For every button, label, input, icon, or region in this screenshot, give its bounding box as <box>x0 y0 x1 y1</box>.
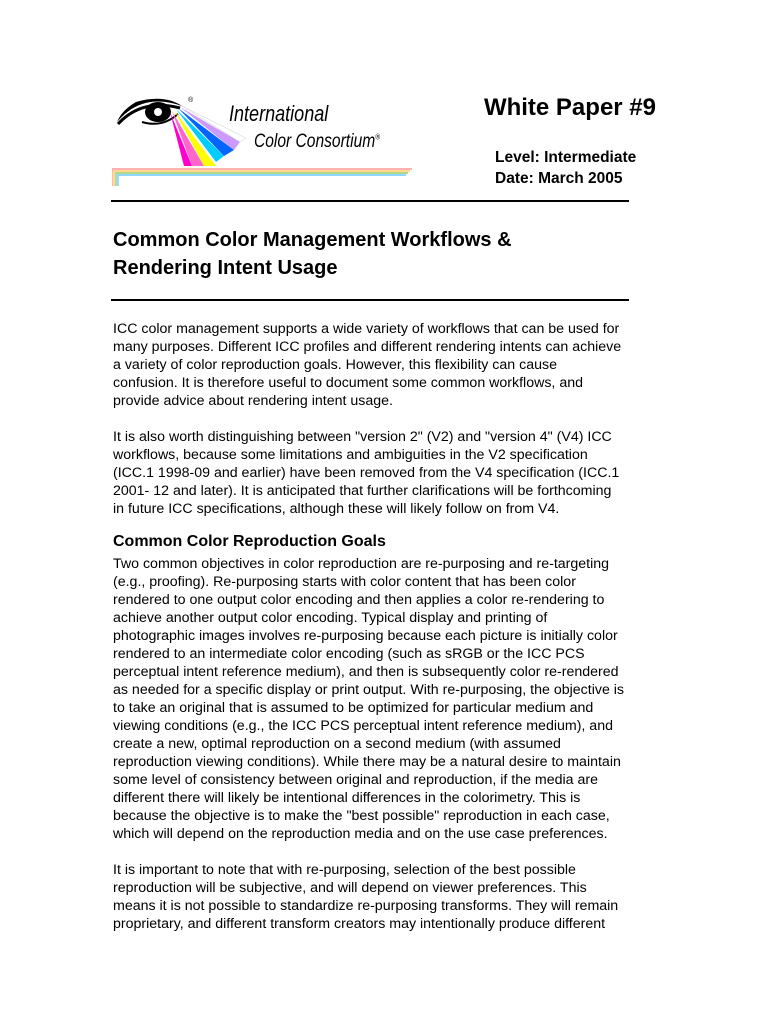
section-heading: Common Color Reproduction Goals <box>113 533 386 550</box>
title-divider <box>111 299 629 301</box>
section-paragraph-2: It is important to note that with re-purposing, selection of the best possible reproduction will be subjective, and will depend on viewer preferences. This means it is not possible to standardize re-purposing transforms. They will remain proprietary, and different transform creators may intentionally produce different <box>113 862 619 932</box>
white-paper-title: White Paper #9 <box>483 94 656 121</box>
svg-text:®: ® <box>188 97 194 104</box>
paper-meta <box>495 147 636 189</box>
document-body <box>113 320 661 951</box>
intro-paragraph-2: It is also worth distinguishing between "version 2" (V2) and "version 4" (V4) ICC workflows, because some limitations and ambiguities in the V2 specification (ICC.1 1998-09 and earlier) have been removed from the V4 specification (ICC.1 2001- 12 and later). It is anticipated that further clarifications will be forthcoming in future ICC specifications, although these will likely follow on from V4. <box>113 429 620 517</box>
registered-mark: ® <box>375 132 381 142</box>
header-divider <box>111 200 629 202</box>
document-title <box>113 226 633 282</box>
document-title-line1: Common Color Management Workflows & <box>113 229 512 251</box>
intro-paragraph-1: ICC color management supports a wide variety of workflows that can be used for many purposes. Different ICC profiles and different rendering intents can achieve a variety of color reproduction goals. However, this flexibility can cause confusion. It is therefore useful to document some common workflows, and provide advice about rendering intent usage. <box>113 321 622 409</box>
logo-name-line2: Color Consortium® <box>254 131 381 152</box>
level-label: Level: Intermediate <box>495 149 637 166</box>
section-paragraph-1: Two common objectives in color reproduction are re-purposing and re-targeting (e.g., proofing). Re-purposing starts with color content that has been color rendered to one output color encoding and then applies a color re-rendering to achieve another output color encoding. Typical display and printing of photographic images involves re-purposing because each picture is initially color rendered to an intermediate color encoding (such as sRGB or the ICC PCS perceptual intent reference medium), and then is subsequently color re-rendered as needed for a specific display or print output. With re-purposing, the objective is to take an original that is assumed to be optimized for particular medium and viewing conditions (e.g., the ICC PCS perceptual intent reference medium), and create a new, optimal reproduction on a second medium (with assumed reproduction viewing conditions). While there may be a natural desire to maintain some level of consistency between original and reproduction, if the media are different there will likely be intentional differences in the colorimetry. This is because the objective is to make the "best possible" reproduction in each case, which will depend on the reproduction media and on the use case preferences. <box>113 556 625 842</box>
logo-underline <box>112 169 412 186</box>
logo-name-line1: International <box>229 101 329 126</box>
document-title-line2: Rendering Intent Usage <box>113 257 338 279</box>
date-label: Date: March 2005 <box>495 170 623 187</box>
